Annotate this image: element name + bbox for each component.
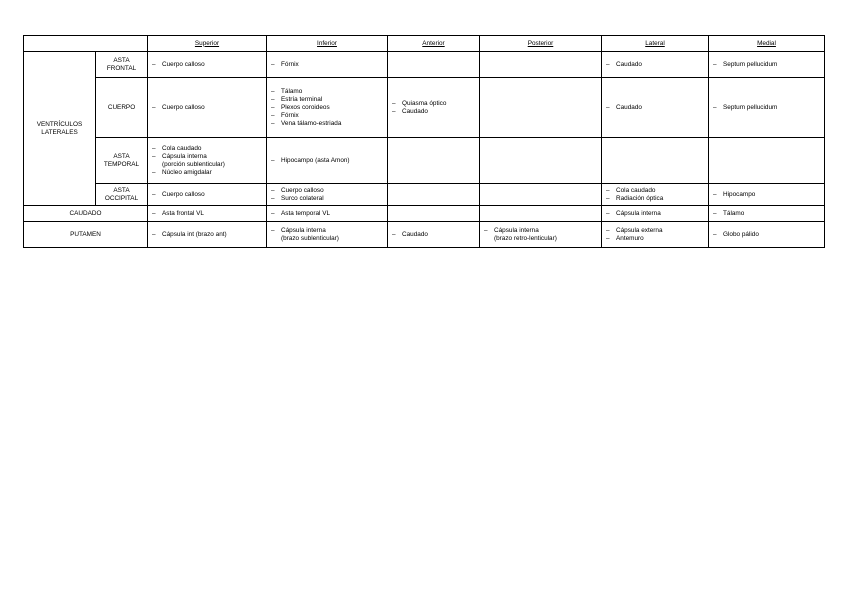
item-list xyxy=(392,231,475,239)
item-list xyxy=(606,227,704,243)
list-item: – Cuerpo calloso xyxy=(271,187,383,195)
list-item: – Plexos coroideos xyxy=(271,104,383,112)
item-list xyxy=(152,191,262,199)
cell-lateral xyxy=(602,206,709,222)
list-item: – Cola caudado xyxy=(152,145,262,153)
row-label: PUTAMEN xyxy=(24,222,148,248)
row-label: ASTA TEMPORAL xyxy=(96,138,148,184)
item-list xyxy=(271,61,383,69)
list-item: – Caudado xyxy=(606,61,704,69)
list-item: – Antemuro xyxy=(606,235,704,243)
list-item: – Cápsula interna xyxy=(606,210,704,218)
cell-superior xyxy=(148,138,267,184)
cell-lateral xyxy=(602,138,709,184)
table-row xyxy=(24,78,825,138)
list-item: – Globo pálido xyxy=(713,231,820,239)
item-list xyxy=(271,210,383,218)
item-list xyxy=(713,231,820,239)
list-item: – Caudado xyxy=(606,104,704,112)
list-item: – Radiación óptica xyxy=(606,195,704,203)
list-item: – Núcleo amigdalar xyxy=(152,169,262,177)
list-item: – Cápsula interna xyxy=(271,227,383,235)
item-list xyxy=(271,227,383,243)
cell-medial xyxy=(709,222,825,248)
group-label-ventriculos: VENTRÍCULOS LATERALES xyxy=(24,52,96,206)
row-label: CUERPO xyxy=(96,78,148,138)
list-item: – Cápsula externa xyxy=(606,227,704,235)
cell-lateral xyxy=(602,78,709,138)
table-row xyxy=(24,206,825,222)
cell-anterior xyxy=(388,52,480,78)
list-item: – Tálamo xyxy=(271,88,383,96)
cell-superior xyxy=(148,78,267,138)
list-item: – Tálamo xyxy=(713,210,820,218)
list-item: – Vena tálamo-estriada xyxy=(271,120,383,128)
header-row xyxy=(24,36,825,52)
cell-superior xyxy=(148,206,267,222)
row-label: CAUDADO xyxy=(24,206,148,222)
cell-medial xyxy=(709,206,825,222)
list-item: – Hipocampo (asta Amon) xyxy=(271,157,383,165)
list-item: (porción sublenticular) xyxy=(162,160,225,168)
cell-medial xyxy=(709,184,825,206)
cell-lateral xyxy=(602,222,709,248)
item-list xyxy=(271,157,383,165)
list-item: – Cápsula interna xyxy=(152,153,262,161)
cell-posterior xyxy=(480,222,602,248)
row-label: ASTA FRONTAL xyxy=(96,52,148,78)
list-item: – Hipocampo xyxy=(713,191,820,199)
cell-anterior xyxy=(388,206,480,222)
cell-inferior xyxy=(267,206,388,222)
item-list xyxy=(713,191,820,199)
cell-superior xyxy=(148,52,267,78)
table-row xyxy=(24,138,825,184)
item-list xyxy=(152,231,262,239)
item-list xyxy=(392,100,475,116)
cell-lateral xyxy=(602,52,709,78)
item-list xyxy=(606,210,704,218)
item-list xyxy=(152,61,262,69)
anatomy-relations-table xyxy=(23,35,825,248)
cell-anterior xyxy=(388,184,480,206)
list-item: – Quiasma óptico xyxy=(392,100,475,108)
list-item: – Septum pellucidum xyxy=(713,104,820,112)
list-item: – Caudado xyxy=(392,108,475,116)
cell-superior xyxy=(148,222,267,248)
cell-lateral xyxy=(602,184,709,206)
list-item: (brazo sublenticular) xyxy=(281,234,339,242)
item-list xyxy=(606,61,704,69)
header-superior: Superior xyxy=(148,36,267,52)
header-posterior: Posterior xyxy=(480,36,602,52)
list-item: (brazo retro-lenticular) xyxy=(494,234,557,242)
item-list xyxy=(713,210,820,218)
row-label: ASTA OCCIPITAL xyxy=(96,184,148,206)
cell-medial xyxy=(709,78,825,138)
list-item: – Cápsula interna xyxy=(484,227,597,235)
table-body xyxy=(24,52,825,248)
table-row xyxy=(24,52,825,78)
list-item: – Cuerpo calloso xyxy=(152,104,262,112)
list-item: – Caudado xyxy=(392,231,475,239)
list-item: – Surco colateral xyxy=(271,195,383,203)
list-item: – Asta frontal VL xyxy=(152,210,262,218)
header-inferior: Inferior xyxy=(267,36,388,52)
list-item: – Estría terminal xyxy=(271,96,383,104)
cell-posterior xyxy=(480,52,602,78)
cell-medial xyxy=(709,138,825,184)
cell-posterior xyxy=(480,206,602,222)
cell-inferior xyxy=(267,52,388,78)
header-anterior: Anterior xyxy=(388,36,480,52)
list-item: – Cuerpo calloso xyxy=(152,191,262,199)
list-item: – Cuerpo calloso xyxy=(152,61,262,69)
item-list xyxy=(271,187,383,203)
cell-posterior xyxy=(480,184,602,206)
item-list xyxy=(606,187,704,203)
item-list xyxy=(484,227,597,243)
cell-inferior xyxy=(267,184,388,206)
header-medial: Medial xyxy=(709,36,825,52)
list-item: – Septum pellucidum xyxy=(713,61,820,69)
cell-anterior xyxy=(388,78,480,138)
cell-inferior xyxy=(267,78,388,138)
cell-anterior xyxy=(388,222,480,248)
cell-posterior xyxy=(480,78,602,138)
cell-medial xyxy=(709,52,825,78)
item-list xyxy=(152,210,262,218)
list-item: – Cola caudado xyxy=(606,187,704,195)
list-item: – Asta temporal VL xyxy=(271,210,383,218)
cell-anterior xyxy=(388,138,480,184)
list-item: – Fórnix xyxy=(271,112,383,120)
list-item: – Cápsula int (brazo ant) xyxy=(152,231,262,239)
cell-inferior xyxy=(267,138,388,184)
item-list xyxy=(271,88,383,128)
item-list xyxy=(713,104,820,112)
item-list xyxy=(152,104,262,112)
header-lateral: Lateral xyxy=(602,36,709,52)
item-list xyxy=(606,104,704,112)
list-item: – Fórnix xyxy=(271,61,383,69)
table-row xyxy=(24,184,825,206)
item-list xyxy=(713,61,820,69)
header-corner xyxy=(24,36,148,52)
cell-superior xyxy=(148,184,267,206)
cell-inferior xyxy=(267,222,388,248)
item-list xyxy=(152,145,262,177)
table-row xyxy=(24,222,825,248)
cell-posterior xyxy=(480,138,602,184)
